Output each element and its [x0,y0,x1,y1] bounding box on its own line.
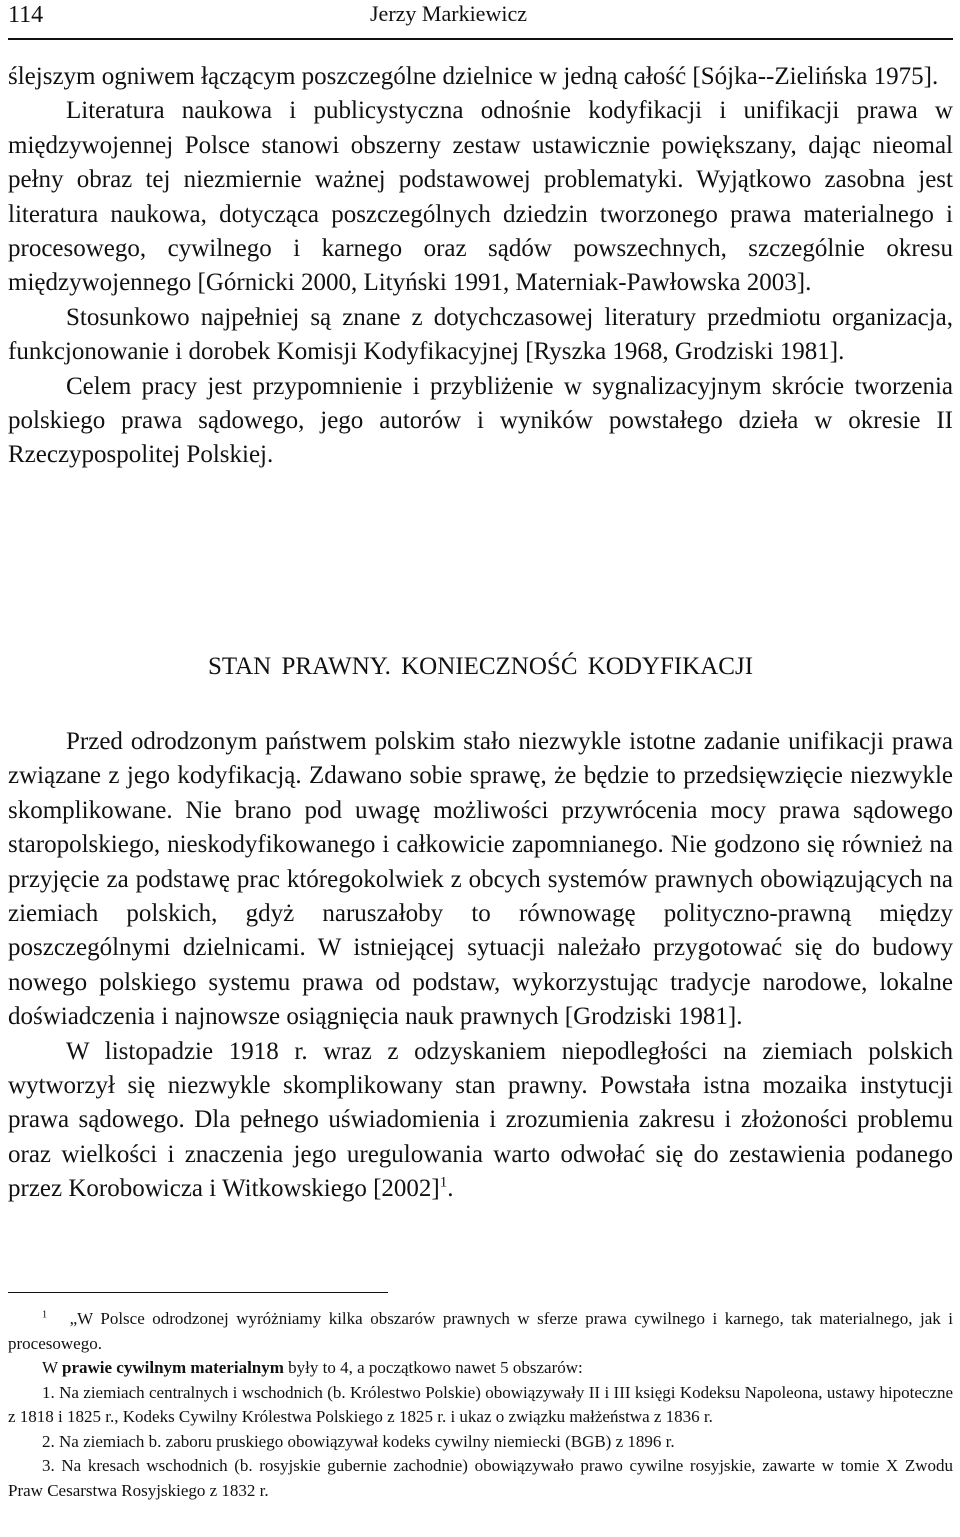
footnote-1 [8,1307,953,1356]
running-header [8,0,953,40]
intro-text [8,60,953,473]
paragraph-end-mark: . [447,1175,454,1203]
footnote-civil-law-bold: prawie cywilnym materialnym [62,1358,284,1377]
paragraph-continuation: ślejszym ogniwem łączącym poszczególne dzielnice w jedną całość [Sójka--Zielińska 1975]. [8,63,939,90]
footnote-list-item: 3. Na kresach wschodnich (b. rosyjskie gubernie zachodnie) obowiązywało prawo cywilne rosyjskie, zawarte w tomie X Zwodu Praw Cesarstwa Rosyjskiego z 1832 r. [8,1456,953,1500]
footnote-list-item: 2. Na ziemiach b. zaboru pruskiego obowiązywał kodeks cywilny niemiecki (BGB) z 1896 r. [42,1431,675,1451]
running-head-author: Jerzy Markiewicz [370,1,527,26]
paragraph-unification: Przed odrodzonym państwem polskim stało niezwykle istotne zadanie unifikacji prawa związane z jego kodyfikacją. Zdawano sobie sprawę, że będzie to przedsięwzięcie niezwykle skomplikowane. Nie brano pod uwagę możliwości przywrócenia mocy prawa sądowego staropolskiego, nieskodyfikowanego i całkowicie zapomnianego. Nie godzono się również na przyjęcie za podstawę prac któregokolwiek z obcych systemów prawnych obowiązujących na ziemiach polskich, gdyż naruszałoby to równowagę polityczno-prawną między poszczególnymi dzielnicami. W istniejącej sytuacji należało przygotować się do budowy nowego polskiego systemu prawa od podstaw, wykorzystując tradycje narodowe, lokalne doświadczenia i najnowsze osiągnięcia nauk prawnych [Grodziski 1981]. [8,728,953,1031]
paragraph-commission: Stosunkowo najpełniej są znane z dotychczasowej literatury przedmiotu organizacja, funkcjonowanie i dorobek Komisji Kodyfikacyjnej [Ryszka 1968, Grodziski 1981]. [8,303,953,366]
footnote-civil-law [8,1356,953,1381]
footnote-civil-law-pre: W [42,1358,62,1377]
footnote-reference[interactable]: 1 [439,1174,448,1191]
paragraph-literature: Literatura naukowa i publicystyczna odnośnie kodyfikacji i unifikacji prawa w międzywojennej Polsce stanowi obszerny zestaw ustawicznie powiększany, dając nieomal pełny obraz tej niezmiernie ważnej podstawowej problematyki. Wyjątkowo zasobna jest literatura naukowa, dotycząca poszczególnych dziedzin tworzonego prawa materialnego i procesowego, cywilnego i karnego oraz sądów powszechnych, szczególnie okresu międzywojennego [Górnicki 2000, Lityński 1991, Materniak-Pawłowska 2003]. [8,97,953,297]
paragraph-november-1918-text: W listopadzie 1918 r. wraz z odzyskaniem niepodległości na ziemiach polskich wytworzył się niezwykle skomplikowany stan prawny. Powstała istna mozaika instytucji prawa sądowego. Dla pełnego uświadomienia i zrozumienia zakresu i złożoności problemu oraz wielkości i znaczenia jego uregulowania warto odwołać się do zestawienia podanego przez Korobowicza i Witkowskiego [2002] [8,1037,953,1203]
section-body [8,725,953,1207]
paragraph-aim: Celem pracy jest przypomnienie i przybliżenie w sygnalizacyjnym skrócie tworzenia polskiego prawa sądowego, jego autorów i wyników powstałego dzieła w okresie II Rzeczypospolitej Polskiej. [8,372,953,469]
page [8,0,953,1537]
footnote-1-text: „W Polsce odrodzonej wyróżniamy kilka obszarów prawnych w sferze prawa cywilnego i karnego, tak materialnego, jak i procesowego. [8,1309,954,1353]
footnote-divider [8,1292,388,1293]
paragraph-november-1918 [8,1035,953,1207]
footnote-civil-law-post: były to 4, a początkowo nawet 5 obszarów: [283,1358,583,1377]
section-heading: STAN PRAWNY. KONIECZNOŚĆ KODYFIKACJI [207,653,754,680]
footnote-number: 1 [42,1309,48,1321]
footnotes [8,1307,953,1503]
footnote-list-item: 1. Na ziemiach centralnych i wschodnich (b. Królestwo Polskie) obowiązywały II i III księgi Kodeksu Napoleona, ustawy hipoteczne z 1818 i 1825 r., Kodeks Cywilny Królestwa Polskiego z 1825 r. i ukaz o związku małżeństwa z 1836 r. [8,1382,953,1426]
page-number: 114 [8,2,44,28]
